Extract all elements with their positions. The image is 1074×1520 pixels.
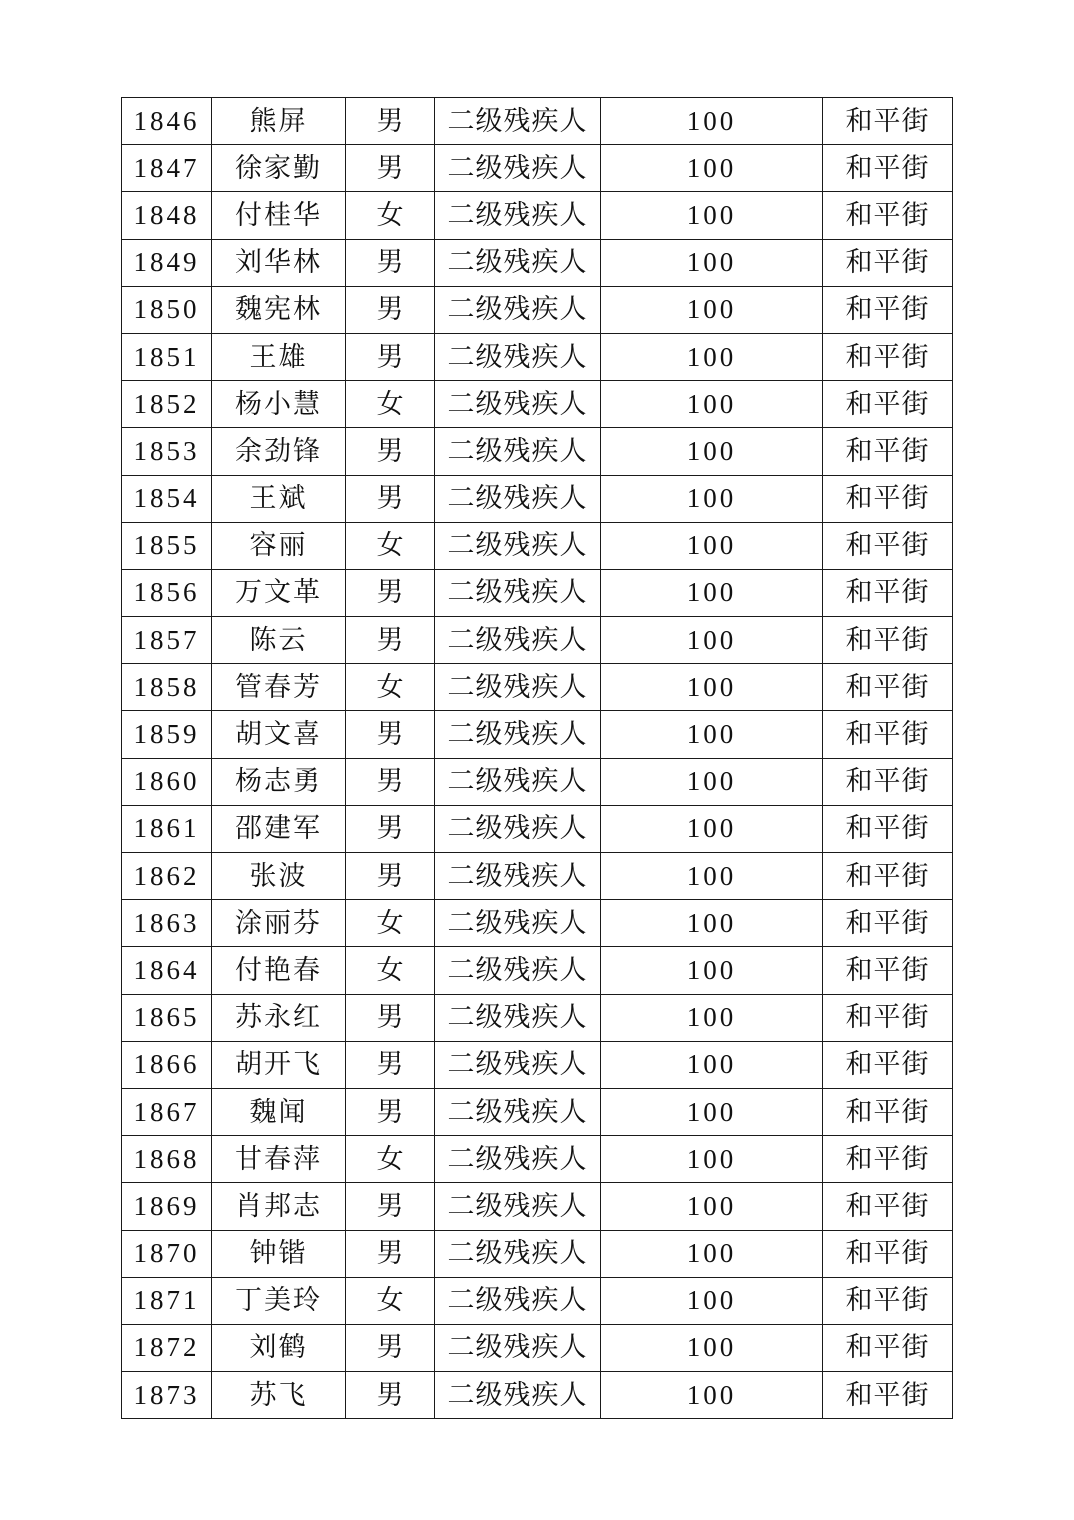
gender-cell: 男 xyxy=(346,239,435,286)
disability-level-cell: 二级残疾人 xyxy=(435,994,601,1041)
gender-cell: 男 xyxy=(346,853,435,900)
amount-cell: 100 xyxy=(601,1230,823,1277)
disability-level-cell: 二级残疾人 xyxy=(435,617,601,664)
amount-cell: 100 xyxy=(601,569,823,616)
serial-number-cell: 1846 xyxy=(122,98,212,145)
gender-cell: 男 xyxy=(346,1230,435,1277)
serial-number-cell: 1853 xyxy=(122,428,212,475)
amount-cell: 100 xyxy=(601,1372,823,1419)
street-cell: 和平街 xyxy=(823,1277,953,1324)
disability-level-cell: 二级残疾人 xyxy=(435,1230,601,1277)
serial-number-cell: 1850 xyxy=(122,286,212,333)
street-cell: 和平街 xyxy=(823,428,953,475)
gender-cell: 男 xyxy=(346,758,435,805)
name-cell: 魏闻 xyxy=(212,1088,346,1135)
disability-level-cell: 二级残疾人 xyxy=(435,1372,601,1419)
table-row xyxy=(122,522,953,569)
name-cell: 涂丽芬 xyxy=(212,900,346,947)
amount-cell: 100 xyxy=(601,475,823,522)
street-cell: 和平街 xyxy=(823,522,953,569)
disability-level-cell: 二级残疾人 xyxy=(435,758,601,805)
disability-level-cell: 二级残疾人 xyxy=(435,569,601,616)
table-row xyxy=(122,381,953,428)
disability-level-cell: 二级残疾人 xyxy=(435,1183,601,1230)
street-cell: 和平街 xyxy=(823,1183,953,1230)
street-cell: 和平街 xyxy=(823,475,953,522)
table-row xyxy=(122,947,953,994)
table-row xyxy=(122,1088,953,1135)
table-row xyxy=(122,1230,953,1277)
gender-cell: 男 xyxy=(346,994,435,1041)
table-row xyxy=(122,98,953,145)
table-row xyxy=(122,1277,953,1324)
name-cell: 甘春萍 xyxy=(212,1136,346,1183)
name-cell: 刘鹤 xyxy=(212,1324,346,1371)
disability-level-cell: 二级残疾人 xyxy=(435,711,601,758)
gender-cell: 女 xyxy=(346,900,435,947)
disability-level-cell: 二级残疾人 xyxy=(435,333,601,380)
name-cell: 万文革 xyxy=(212,569,346,616)
disability-level-cell: 二级残疾人 xyxy=(435,1088,601,1135)
amount-cell: 100 xyxy=(601,900,823,947)
street-cell: 和平街 xyxy=(823,853,953,900)
serial-number-cell: 1868 xyxy=(122,1136,212,1183)
gender-cell: 女 xyxy=(346,947,435,994)
street-cell: 和平街 xyxy=(823,947,953,994)
disability-level-cell: 二级残疾人 xyxy=(435,1041,601,1088)
street-cell: 和平街 xyxy=(823,1136,953,1183)
serial-number-cell: 1857 xyxy=(122,617,212,664)
street-cell: 和平街 xyxy=(823,1230,953,1277)
street-cell: 和平街 xyxy=(823,381,953,428)
gender-cell: 男 xyxy=(346,286,435,333)
street-cell: 和平街 xyxy=(823,758,953,805)
disability-level-cell: 二级残疾人 xyxy=(435,286,601,333)
serial-number-cell: 1849 xyxy=(122,239,212,286)
amount-cell: 100 xyxy=(601,1183,823,1230)
table-row xyxy=(122,1041,953,1088)
name-cell: 魏宪林 xyxy=(212,286,346,333)
street-cell: 和平街 xyxy=(823,1088,953,1135)
street-cell: 和平街 xyxy=(823,569,953,616)
gender-cell: 男 xyxy=(346,1041,435,1088)
amount-cell: 100 xyxy=(601,333,823,380)
gender-cell: 男 xyxy=(346,569,435,616)
table-row xyxy=(122,145,953,192)
name-cell: 容丽 xyxy=(212,522,346,569)
name-cell: 熊屏 xyxy=(212,98,346,145)
street-cell: 和平街 xyxy=(823,192,953,239)
disability-level-cell: 二级残疾人 xyxy=(435,239,601,286)
serial-number-cell: 1870 xyxy=(122,1230,212,1277)
name-cell: 付桂华 xyxy=(212,192,346,239)
table-row xyxy=(122,758,953,805)
street-cell: 和平街 xyxy=(823,664,953,711)
gender-cell: 女 xyxy=(346,1277,435,1324)
table-row xyxy=(122,711,953,758)
disability-level-cell: 二级残疾人 xyxy=(435,145,601,192)
street-cell: 和平街 xyxy=(823,145,953,192)
amount-cell: 100 xyxy=(601,1136,823,1183)
disability-level-cell: 二级残疾人 xyxy=(435,1136,601,1183)
name-cell: 管春芳 xyxy=(212,664,346,711)
serial-number-cell: 1855 xyxy=(122,522,212,569)
serial-number-cell: 1859 xyxy=(122,711,212,758)
serial-number-cell: 1863 xyxy=(122,900,212,947)
serial-number-cell: 1858 xyxy=(122,664,212,711)
name-cell: 苏飞 xyxy=(212,1372,346,1419)
street-cell: 和平街 xyxy=(823,805,953,852)
serial-number-cell: 1860 xyxy=(122,758,212,805)
table-row xyxy=(122,1324,953,1371)
table-row xyxy=(122,994,953,1041)
gender-cell: 女 xyxy=(346,192,435,239)
gender-cell: 女 xyxy=(346,1136,435,1183)
gender-cell: 男 xyxy=(346,475,435,522)
disability-level-cell: 二级残疾人 xyxy=(435,664,601,711)
name-cell: 胡开飞 xyxy=(212,1041,346,1088)
name-cell: 陈云 xyxy=(212,617,346,664)
serial-number-cell: 1873 xyxy=(122,1372,212,1419)
disability-level-cell: 二级残疾人 xyxy=(435,381,601,428)
gender-cell: 女 xyxy=(346,522,435,569)
gender-cell: 男 xyxy=(346,333,435,380)
disability-level-cell: 二级残疾人 xyxy=(435,853,601,900)
street-cell: 和平街 xyxy=(823,617,953,664)
street-cell: 和平街 xyxy=(823,1372,953,1419)
disability-level-cell: 二级残疾人 xyxy=(435,1324,601,1371)
name-cell: 徐家勤 xyxy=(212,145,346,192)
amount-cell: 100 xyxy=(601,98,823,145)
table-row xyxy=(122,805,953,852)
name-cell: 肖邦志 xyxy=(212,1183,346,1230)
table-row xyxy=(122,239,953,286)
amount-cell: 100 xyxy=(601,664,823,711)
amount-cell: 100 xyxy=(601,239,823,286)
amount-cell: 100 xyxy=(601,711,823,758)
gender-cell: 男 xyxy=(346,617,435,664)
serial-number-cell: 1864 xyxy=(122,947,212,994)
name-cell: 胡文喜 xyxy=(212,711,346,758)
name-cell: 余劲锋 xyxy=(212,428,346,475)
amount-cell: 100 xyxy=(601,1088,823,1135)
amount-cell: 100 xyxy=(601,853,823,900)
serial-number-cell: 1856 xyxy=(122,569,212,616)
serial-number-cell: 1865 xyxy=(122,994,212,1041)
gender-cell: 男 xyxy=(346,711,435,758)
disability-level-cell: 二级残疾人 xyxy=(435,428,601,475)
amount-cell: 100 xyxy=(601,1324,823,1371)
name-cell: 杨小慧 xyxy=(212,381,346,428)
name-cell: 王斌 xyxy=(212,475,346,522)
amount-cell: 100 xyxy=(601,1277,823,1324)
serial-number-cell: 1871 xyxy=(122,1277,212,1324)
amount-cell: 100 xyxy=(601,947,823,994)
street-cell: 和平街 xyxy=(823,239,953,286)
street-cell: 和平街 xyxy=(823,333,953,380)
amount-cell: 100 xyxy=(601,286,823,333)
table-row xyxy=(122,1136,953,1183)
table-row xyxy=(122,428,953,475)
table-row xyxy=(122,333,953,380)
gender-cell: 女 xyxy=(346,664,435,711)
name-cell: 付艳春 xyxy=(212,947,346,994)
serial-number-cell: 1867 xyxy=(122,1088,212,1135)
name-cell: 刘华林 xyxy=(212,239,346,286)
serial-number-cell: 1852 xyxy=(122,381,212,428)
table-row xyxy=(122,1183,953,1230)
table-row xyxy=(122,192,953,239)
serial-number-cell: 1872 xyxy=(122,1324,212,1371)
name-cell: 张波 xyxy=(212,853,346,900)
amount-cell: 100 xyxy=(601,805,823,852)
table-row xyxy=(122,286,953,333)
street-cell: 和平街 xyxy=(823,994,953,1041)
amount-cell: 100 xyxy=(601,617,823,664)
gender-cell: 男 xyxy=(346,1372,435,1419)
serial-number-cell: 1854 xyxy=(122,475,212,522)
table-row xyxy=(122,475,953,522)
disability-level-cell: 二级残疾人 xyxy=(435,475,601,522)
amount-cell: 100 xyxy=(601,428,823,475)
name-cell: 邵建军 xyxy=(212,805,346,852)
roster-table-body xyxy=(122,98,953,1419)
disability-level-cell: 二级残疾人 xyxy=(435,947,601,994)
serial-number-cell: 1848 xyxy=(122,192,212,239)
amount-cell: 100 xyxy=(601,192,823,239)
street-cell: 和平街 xyxy=(823,1041,953,1088)
disability-level-cell: 二级残疾人 xyxy=(435,900,601,947)
gender-cell: 男 xyxy=(346,1088,435,1135)
street-cell: 和平街 xyxy=(823,711,953,758)
serial-number-cell: 1862 xyxy=(122,853,212,900)
name-cell: 杨志勇 xyxy=(212,758,346,805)
amount-cell: 100 xyxy=(601,522,823,569)
gender-cell: 男 xyxy=(346,1183,435,1230)
amount-cell: 100 xyxy=(601,994,823,1041)
table-row xyxy=(122,617,953,664)
table-row xyxy=(122,569,953,616)
serial-number-cell: 1861 xyxy=(122,805,212,852)
name-cell: 王雄 xyxy=(212,333,346,380)
amount-cell: 100 xyxy=(601,758,823,805)
amount-cell: 100 xyxy=(601,1041,823,1088)
disability-level-cell: 二级残疾人 xyxy=(435,1277,601,1324)
gender-cell: 男 xyxy=(346,98,435,145)
serial-number-cell: 1869 xyxy=(122,1183,212,1230)
gender-cell: 女 xyxy=(346,381,435,428)
serial-number-cell: 1851 xyxy=(122,333,212,380)
disability-level-cell: 二级残疾人 xyxy=(435,98,601,145)
disability-level-cell: 二级残疾人 xyxy=(435,522,601,569)
disability-level-cell: 二级残疾人 xyxy=(435,192,601,239)
gender-cell: 男 xyxy=(346,428,435,475)
gender-cell: 男 xyxy=(346,1324,435,1371)
serial-number-cell: 1847 xyxy=(122,145,212,192)
name-cell: 苏永红 xyxy=(212,994,346,1041)
gender-cell: 男 xyxy=(346,805,435,852)
table-row xyxy=(122,1372,953,1419)
table-row xyxy=(122,900,953,947)
serial-number-cell: 1866 xyxy=(122,1041,212,1088)
name-cell: 丁美玲 xyxy=(212,1277,346,1324)
name-cell: 钟锴 xyxy=(212,1230,346,1277)
gender-cell: 男 xyxy=(346,145,435,192)
street-cell: 和平街 xyxy=(823,900,953,947)
table-row xyxy=(122,664,953,711)
street-cell: 和平街 xyxy=(823,98,953,145)
amount-cell: 100 xyxy=(601,145,823,192)
table-row xyxy=(122,853,953,900)
amount-cell: 100 xyxy=(601,381,823,428)
disability-level-cell: 二级残疾人 xyxy=(435,805,601,852)
street-cell: 和平街 xyxy=(823,1324,953,1371)
street-cell: 和平街 xyxy=(823,286,953,333)
roster-table xyxy=(121,97,953,1419)
